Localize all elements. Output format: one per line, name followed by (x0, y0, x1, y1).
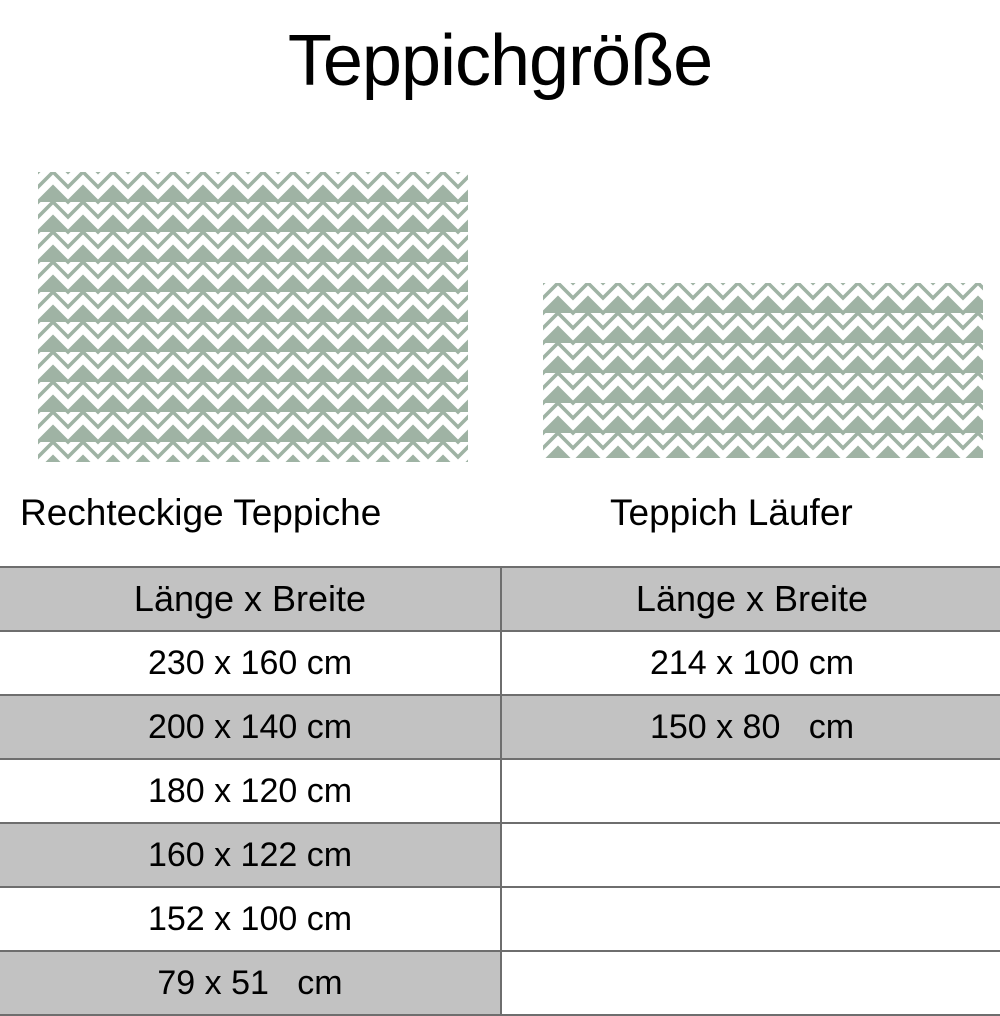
table-row (0, 823, 1000, 887)
table-cell-runner-empty (501, 887, 1000, 951)
table-cell-runner-size: 150 x 80 cm (501, 695, 1000, 759)
table-header-row (0, 567, 1000, 631)
table-cell-rect-size: 160 x 122 cm (0, 823, 501, 887)
table-cell-rect-size: 230 x 160 cm (0, 631, 501, 695)
page-title: Teppichgröße (287, 21, 713, 101)
chevron-pattern-icon (38, 172, 468, 462)
table-header-runner: Länge x Breite (501, 567, 1000, 631)
table-cell-rect-size: 79 x 51 cm (0, 951, 501, 1015)
table-row (0, 631, 1000, 695)
table-cell-rect-size: 180 x 120 cm (0, 759, 501, 823)
table-cell-runner-size: 214 x 100 cm (501, 631, 1000, 695)
table-cell-runner-empty (501, 951, 1000, 1015)
table-row (0, 759, 1000, 823)
size-table (0, 566, 1000, 1016)
rectangular-rug-caption: Rechteckige Teppiche (20, 492, 382, 533)
table-row (0, 887, 1000, 951)
table-cell-runner-empty (501, 759, 1000, 823)
table-cell-rect-size: 152 x 100 cm (0, 887, 501, 951)
table-row (0, 695, 1000, 759)
table-cell-runner-empty (501, 823, 1000, 887)
rectangular-rug-swatch (38, 172, 468, 462)
table-row (0, 951, 1000, 1015)
table-header-rect: Länge x Breite (0, 567, 501, 631)
chevron-pattern-icon (543, 283, 983, 458)
table-cell-rect-size: 200 x 140 cm (0, 695, 501, 759)
runner-rug-swatch (543, 283, 983, 458)
runner-rug-caption: Teppich Läufer (610, 492, 853, 533)
